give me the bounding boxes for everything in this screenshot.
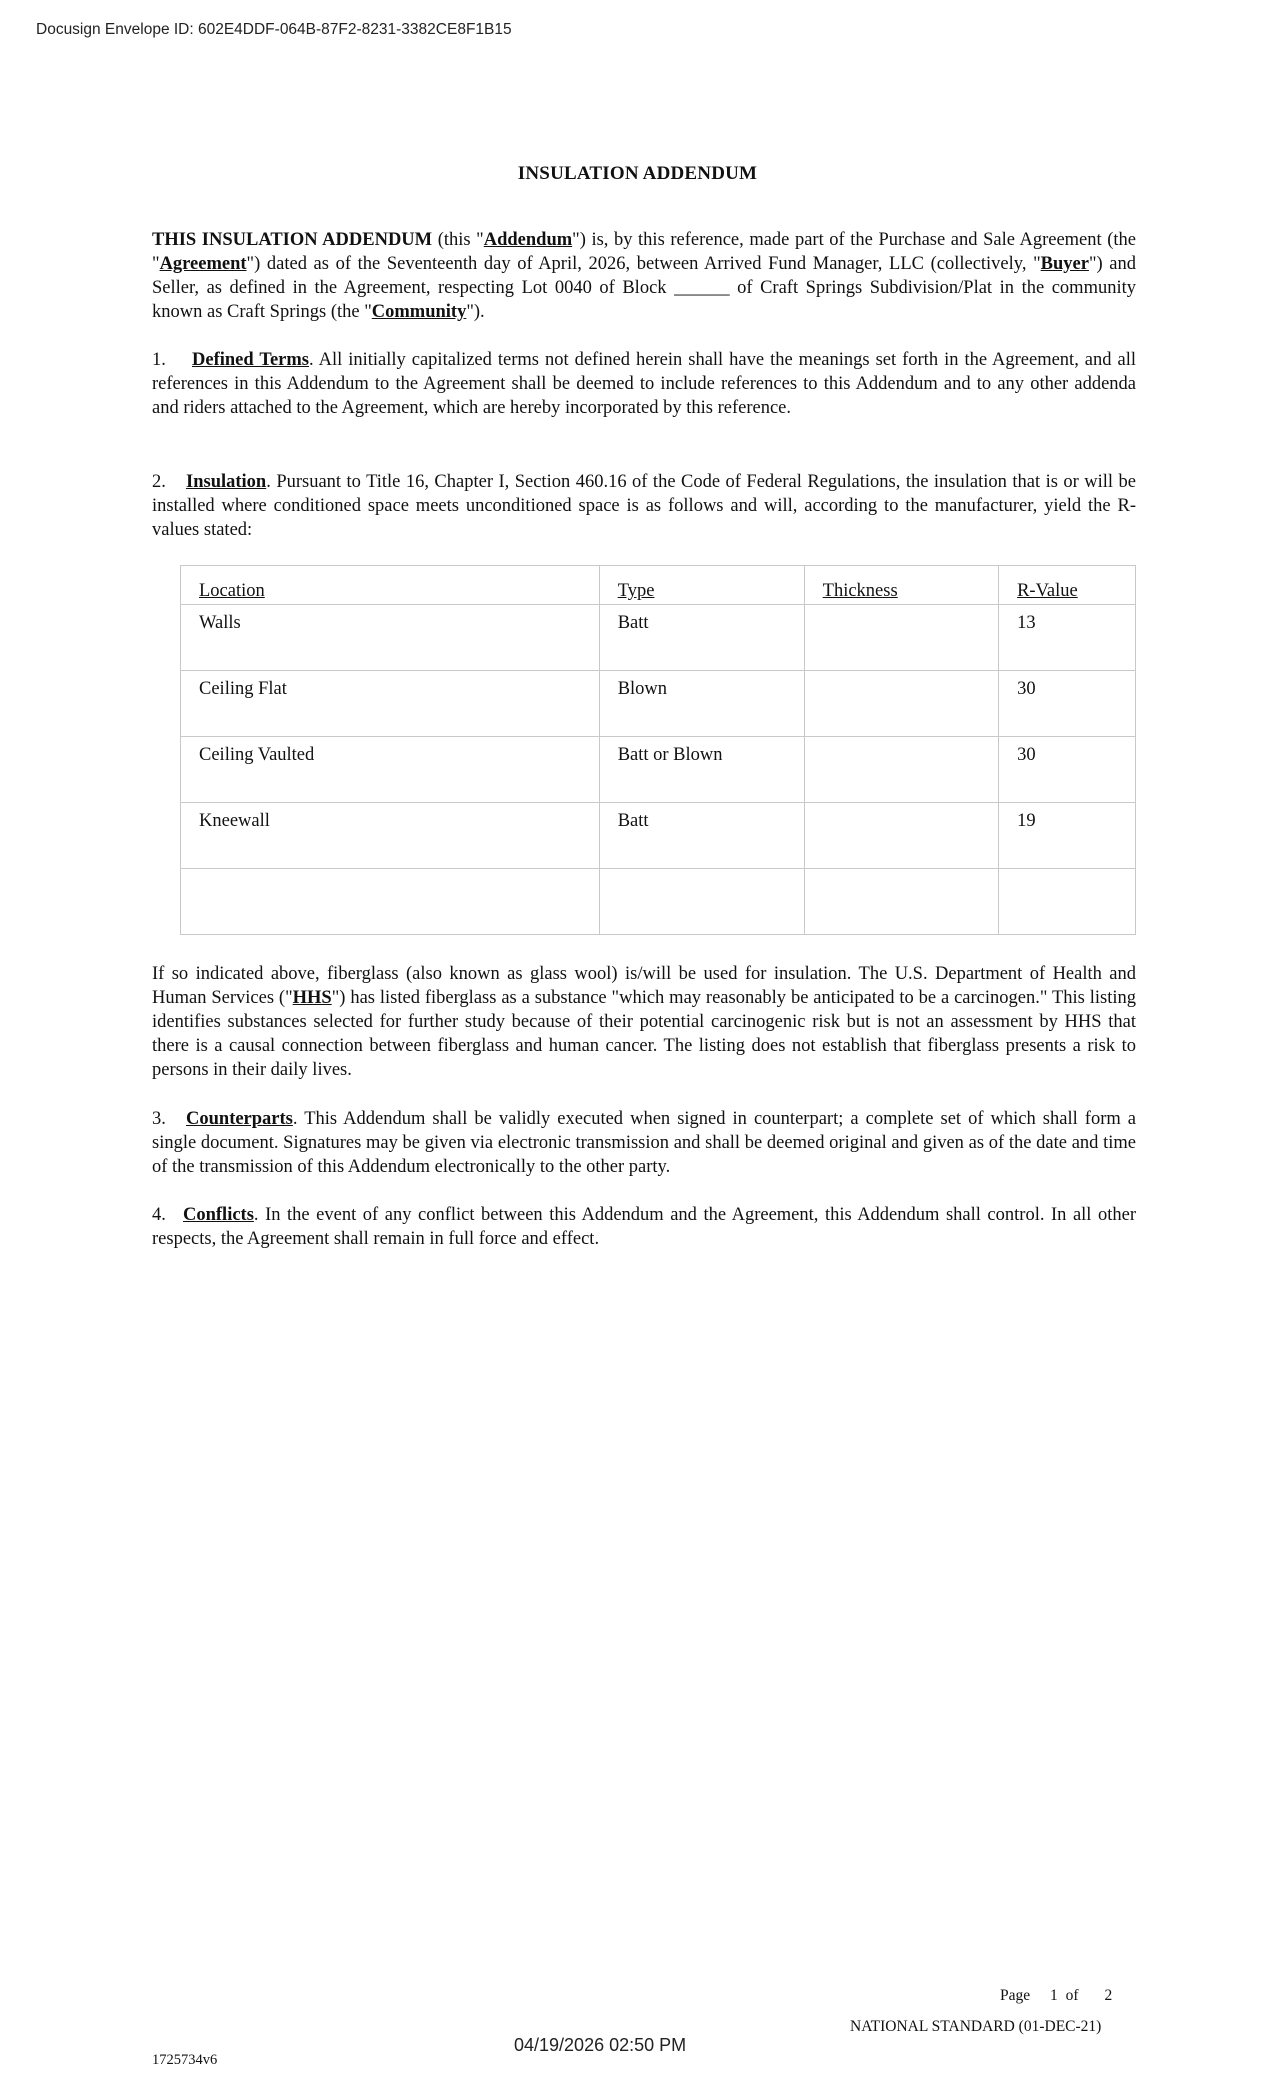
section-heading: Defined Terms xyxy=(192,350,309,370)
section-conflicts: 4. Conflicts. In the event of any conflict between this Addendum and the Agreement, this Addendum shall control. In all other respects, the Agreement shall remain in full force and effect. xyxy=(152,1205,1136,1249)
cell-location: Walls xyxy=(181,605,600,671)
document-id: 1725734v6 xyxy=(152,2052,218,2068)
page-indicator: Page 1 of 2 xyxy=(1000,1987,1113,2004)
term-hhs: HHS xyxy=(292,988,332,1008)
cell-type: Blown xyxy=(599,671,804,737)
column-header-type: Type xyxy=(599,566,804,605)
cell-type: Batt xyxy=(599,605,804,671)
section-defined-terms: 1. Defined Terms. All initially capitalized terms not defined herein shall have the meanings set forth in the Agreement, and all references in this Addendum to the Agreement shall be deemed to include references to this Addendum and to any other addenda and riders attached to the Agreement, which are hereby incorporated by this reference. xyxy=(152,350,1136,418)
table-row xyxy=(181,803,1136,869)
cell-location: Ceiling Vaulted xyxy=(181,737,600,803)
page-title: INSULATION ADDENDUM xyxy=(517,163,758,184)
fiberglass-paragraph: If so indicated above, fiberglass (also known as glass wool) is/will be used for insulation. The U.S. Department of Health and Human Services ("HHS") has listed fiberglass as a substance "which may reasonably be anticipated to be a carcinogen." This listing identifies substances selected for further study because of their potential carcinogenic risk but is not an assessment by HHS that there is a causal connection between fiberglass and human cancer. The listing does not establish that fiberglass presents a risk to persons in their daily lives. xyxy=(152,964,1136,1080)
cell-thickness xyxy=(804,605,998,671)
column-header-location: Location xyxy=(181,566,600,605)
cell-r-value: 13 xyxy=(999,605,1136,671)
cell-thickness xyxy=(804,737,998,803)
term-buyer: Buyer xyxy=(1040,254,1089,274)
cell-thickness xyxy=(804,671,998,737)
page-total: 2 xyxy=(1104,1987,1113,2004)
envelope-id: Docusign Envelope ID: 602E4DDF-064B-87F2-8231-3382CE8F1B15 xyxy=(36,21,512,38)
section-heading: Conflicts xyxy=(183,1205,254,1225)
table-row xyxy=(181,671,1136,737)
column-header-r-value: R-Value xyxy=(999,566,1136,605)
cell-location: Kneewall xyxy=(181,803,600,869)
section-counterparts: 3. Counterparts. This Addendum shall be validly executed when signed in counterpart; a complete set of which shall form a single document. Signatures may be given via electronic transmission and shall be deemed original and given as of the date and time of the transmission of this Addendum electronically to the other party. xyxy=(152,1109,1136,1177)
cell-type: Batt xyxy=(599,803,804,869)
intro-paragraph: THIS INSULATION ADDENDUM (this "Addendum") is, by this reference, made part of the Purchase and Sale Agreement (the "Agreement") dated as of the Seventeenth day of April, 2026, between Arrived Fund Manager, LLC (collectively, "Buyer") and Seller, as defined in the Agreement, respecting Lot 0040 of Block ______ of Craft Springs Subdivision/Plat in the community known as Craft Springs (the "Community"). xyxy=(152,230,1136,322)
section-heading: Insulation xyxy=(186,472,267,492)
table-row xyxy=(181,605,1136,671)
term-addendum: Addendum xyxy=(483,230,573,250)
section-heading: Counterparts xyxy=(186,1109,293,1129)
signing-timestamp: 04/19/2026 02:50 PM xyxy=(514,2035,687,2055)
cell-r-value: 19 xyxy=(999,803,1136,869)
section-insulation: 2. Insulation. Pursuant to Title 16, Chapter I, Section 460.16 of the Code of Federal Regulations, the insulation that is or will be installed where conditioned space meets unconditioned space is as follows and will, according to the manufacturer, yield the R-values stated: xyxy=(152,472,1136,540)
page-number: 1 xyxy=(1050,1987,1058,2004)
term-agreement: Agreement xyxy=(159,254,247,274)
table-row xyxy=(181,869,1136,935)
insulation-table xyxy=(180,565,1136,935)
cell-type: Batt or Blown xyxy=(599,737,804,803)
term-community: Community xyxy=(371,302,467,322)
table-header-row xyxy=(181,566,1136,605)
cell-location: Ceiling Flat xyxy=(181,671,600,737)
cell-location xyxy=(181,869,600,935)
cell-r-value: 30 xyxy=(999,737,1136,803)
cell-type xyxy=(599,869,804,935)
cell-r-value xyxy=(999,869,1136,935)
cell-thickness xyxy=(804,869,998,935)
intro-lead: THIS INSULATION ADDENDUM xyxy=(152,230,433,250)
table-row xyxy=(181,737,1136,803)
cell-r-value: 30 xyxy=(999,671,1136,737)
form-standard: NATIONAL STANDARD (01-DEC-21) xyxy=(850,2018,1102,2035)
cell-thickness xyxy=(804,803,998,869)
column-header-thickness: Thickness xyxy=(804,566,998,605)
